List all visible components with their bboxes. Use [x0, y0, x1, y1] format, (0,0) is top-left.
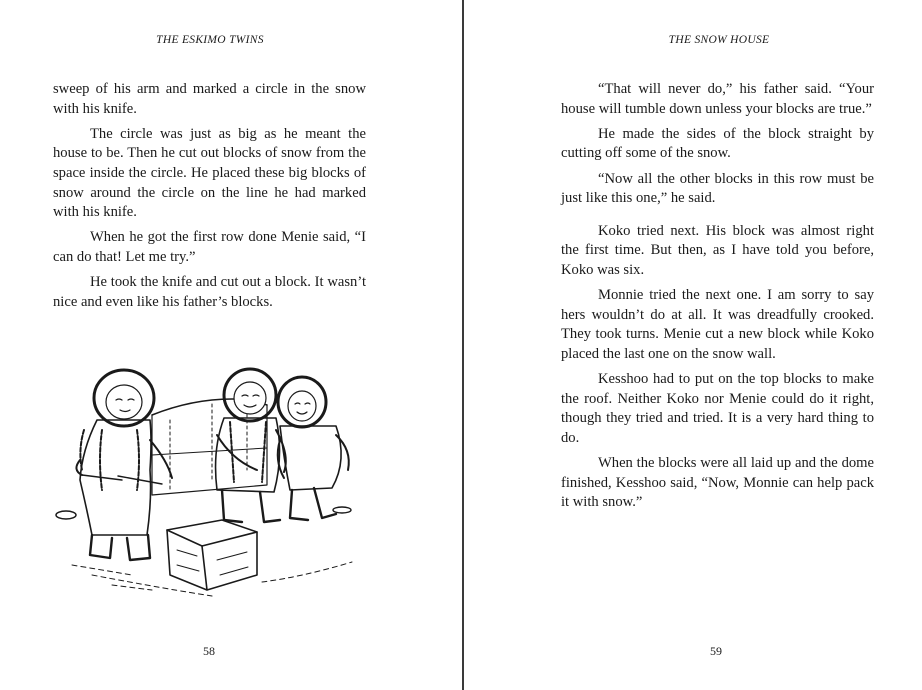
right-paragraph-3: “Now all the other blocks in this row must be just like this one,” he said. — [561, 170, 874, 207]
left-running-head: THE ESKIMO TWINS — [156, 34, 264, 46]
right-paragraph-1: “That will never do,” his father said. “Your house will tumble down unless your blocks are true.” — [561, 81, 874, 117]
right-page — [464, 0, 922, 690]
right-paragraph-7: When the blocks were all laid up and the dome finished, Kesshoo said, “Now, Monnie can help pack it with snow.” — [561, 455, 874, 511]
right-paragraph-6: Kesshoo had to put on the top blocks to make the roof. Neither Koko nor Menie could do it right, though they tried and tried. It is a very hard thing to do. — [561, 371, 874, 446]
left-paragraph-3: When he got the first row done Menie said, “I can do that! Let me try.” — [53, 229, 366, 265]
left-page-number: 58 — [203, 644, 215, 658]
children-building-snow-house-illustration — [52, 360, 382, 600]
left-paragraph-1: sweep of his arm and marked a circle in the snow with his knife. — [53, 81, 366, 117]
right-paragraph-2: He made the sides of the block straight by cutting off some of the snow. — [561, 125, 874, 162]
right-page-number: 59 — [710, 644, 722, 658]
right-running-head: THE SNOW HOUSE — [668, 34, 770, 46]
left-text-block — [53, 80, 366, 318]
right-paragraph-4: Koko tried next. His block was almost right the first time. But then, as I have told you before, Koko was six. — [561, 222, 874, 278]
left-paragraph-2: The circle was just as big as he meant the house to be. Then he cut out blocks of snow from the space inside the circle. He placed these big blocks of snow around the circle on the line he had marked with his knife. — [53, 125, 366, 221]
right-text-block — [561, 80, 874, 518]
right-paragraph-5: Monnie tried the next one. I am sorry to say hers wouldn’t do at all. It was dreadfully crooked. They took turns. Menie cut a new block while Koko placed the last one on the snow wall. — [561, 287, 874, 362]
left-paragraph-4: He took the knife and cut out a block. It wasn’t nice and even like his father’s blocks. — [53, 274, 366, 310]
